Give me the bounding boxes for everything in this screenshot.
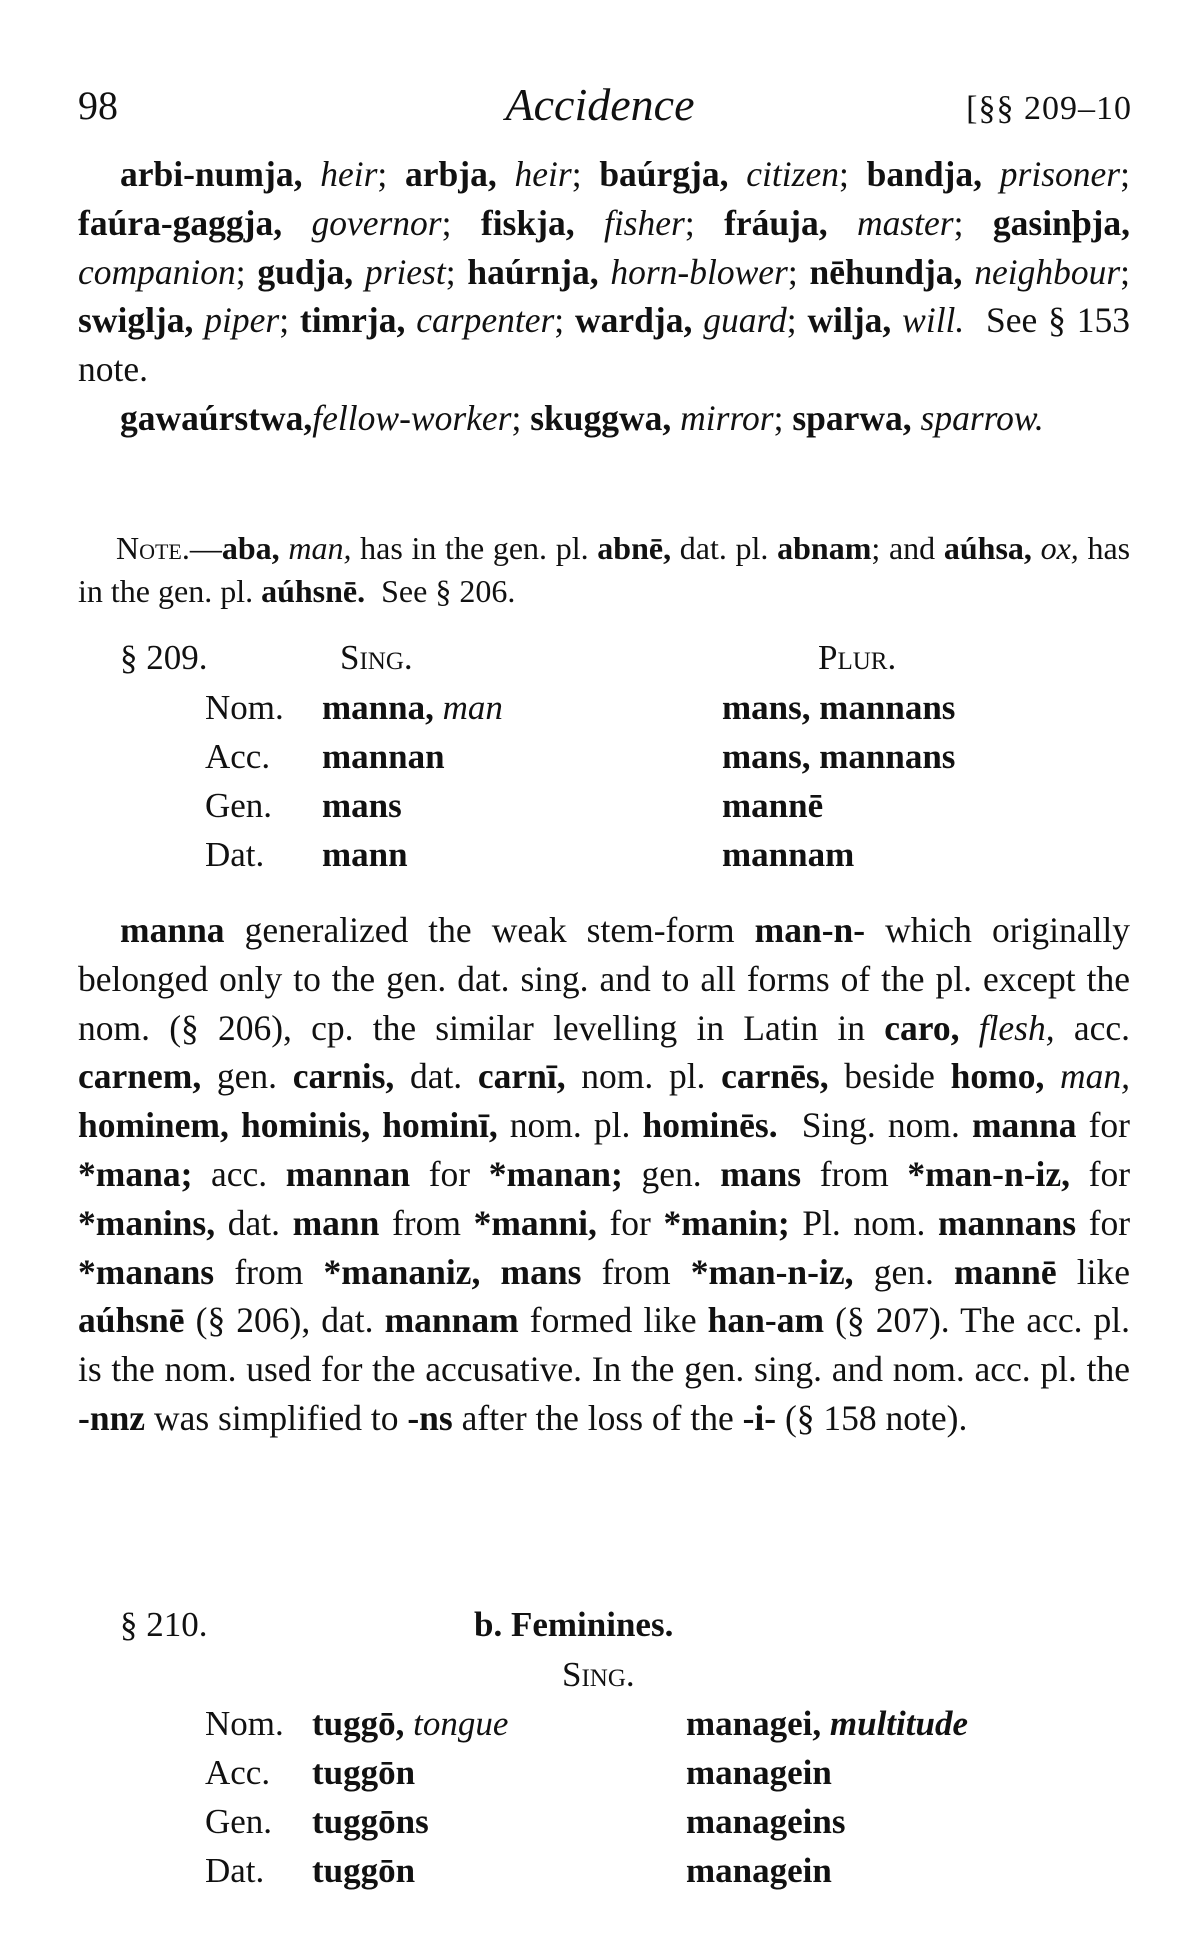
noun-list-wa: gawaúrstwa,fellow-worker; skuggwa, mirror; sparwa, sparrow.	[120, 398, 1044, 438]
case-label: Dat.	[205, 1851, 265, 1890]
plur-header: Plur.	[818, 638, 897, 677]
section-range: [§§ 209–10	[966, 90, 1132, 127]
case-label: Dat.	[205, 835, 265, 874]
sing-form: mans	[322, 786, 402, 825]
note-aba: Note.—aba, man, has in the gen. pl. abnē, dat. pl. abnam; and aúhsa, ox, has in the gen. pl. aúhsnē. See § 206.	[78, 530, 1131, 609]
form-a: tuggōns	[312, 1802, 429, 1841]
plur-form: mans, mannans	[722, 688, 956, 727]
case-label: Nom.	[205, 688, 284, 727]
case-label: Acc.	[205, 1753, 271, 1792]
case-label: Gen.	[205, 1802, 273, 1841]
case-label: Gen.	[205, 786, 273, 825]
plur-form: mannē	[722, 786, 824, 825]
plur-form: mannam	[722, 835, 855, 874]
sing-header: Sing.	[562, 1655, 635, 1694]
sing-form: manna, man	[322, 688, 503, 727]
section-210-label: § 210.	[120, 1605, 208, 1644]
form-a: tuggō, tongue	[312, 1704, 509, 1743]
form-b: manageins	[686, 1802, 846, 1841]
feminines-subtitle: b. Feminines.	[474, 1605, 674, 1644]
manna-explanation: manna generalized the weak stem-form man-n- which originally belonged only to the gen. dat. sing. and to all forms of the pl. except the nom. (§ 206), cp. the similar levelling in Latin in caro, flesh, acc. carnem, gen. carnis, dat. carnī, nom. pl. carnēs, beside homo, man, hominem, hominis, hominī, nom. pl. hominēs. Sing. nom. manna for *mana; acc. mannan for *manan; gen. mans from *man-n-iz, for *manins, dat. mann from *manni, for *manin; Pl. nom. mannans for *manans from *mananiz, mans from *man-n-iz, gen. mannē like aúhsnē (§ 206), dat. mannam formed like han-am (§ 207). The acc. pl. is the nom. used for the accusative. In the gen. sing. and nom. acc. pl. the -nnz was simplified to -ns after the loss of the -i- (§ 158 note).	[78, 910, 1131, 1438]
form-a: tuggōn	[312, 1753, 416, 1792]
sing-header: Sing.	[340, 638, 413, 677]
form-b: managei, multitude	[686, 1704, 968, 1743]
sing-form: mannan	[322, 737, 445, 776]
running-title: Accidence	[505, 79, 695, 130]
plur-form: mans, mannans	[722, 737, 956, 776]
noun-list-ja: arbi-numja, heir; arbja, heir; baúrgja, citizen; bandja, prisoner; faúra-gaggja, governor; fiskja, fisher; fráuja, master; gasinþja, companion; gudja, priest; haúrnja, horn-blower; nēhundja, neighbour; swiglja, piper; timrja, carpenter; wardja, guard; wilja, will. See § 153 note.	[78, 154, 1131, 390]
case-label: Nom.	[205, 1704, 284, 1743]
page-number: 98	[78, 83, 118, 128]
section-209-label: § 209.	[120, 638, 208, 677]
form-b: managein	[686, 1753, 832, 1792]
form-b: managein	[686, 1851, 832, 1890]
form-a: tuggōn	[312, 1851, 416, 1890]
case-label: Acc.	[205, 737, 271, 776]
sing-form: mann	[322, 835, 408, 874]
